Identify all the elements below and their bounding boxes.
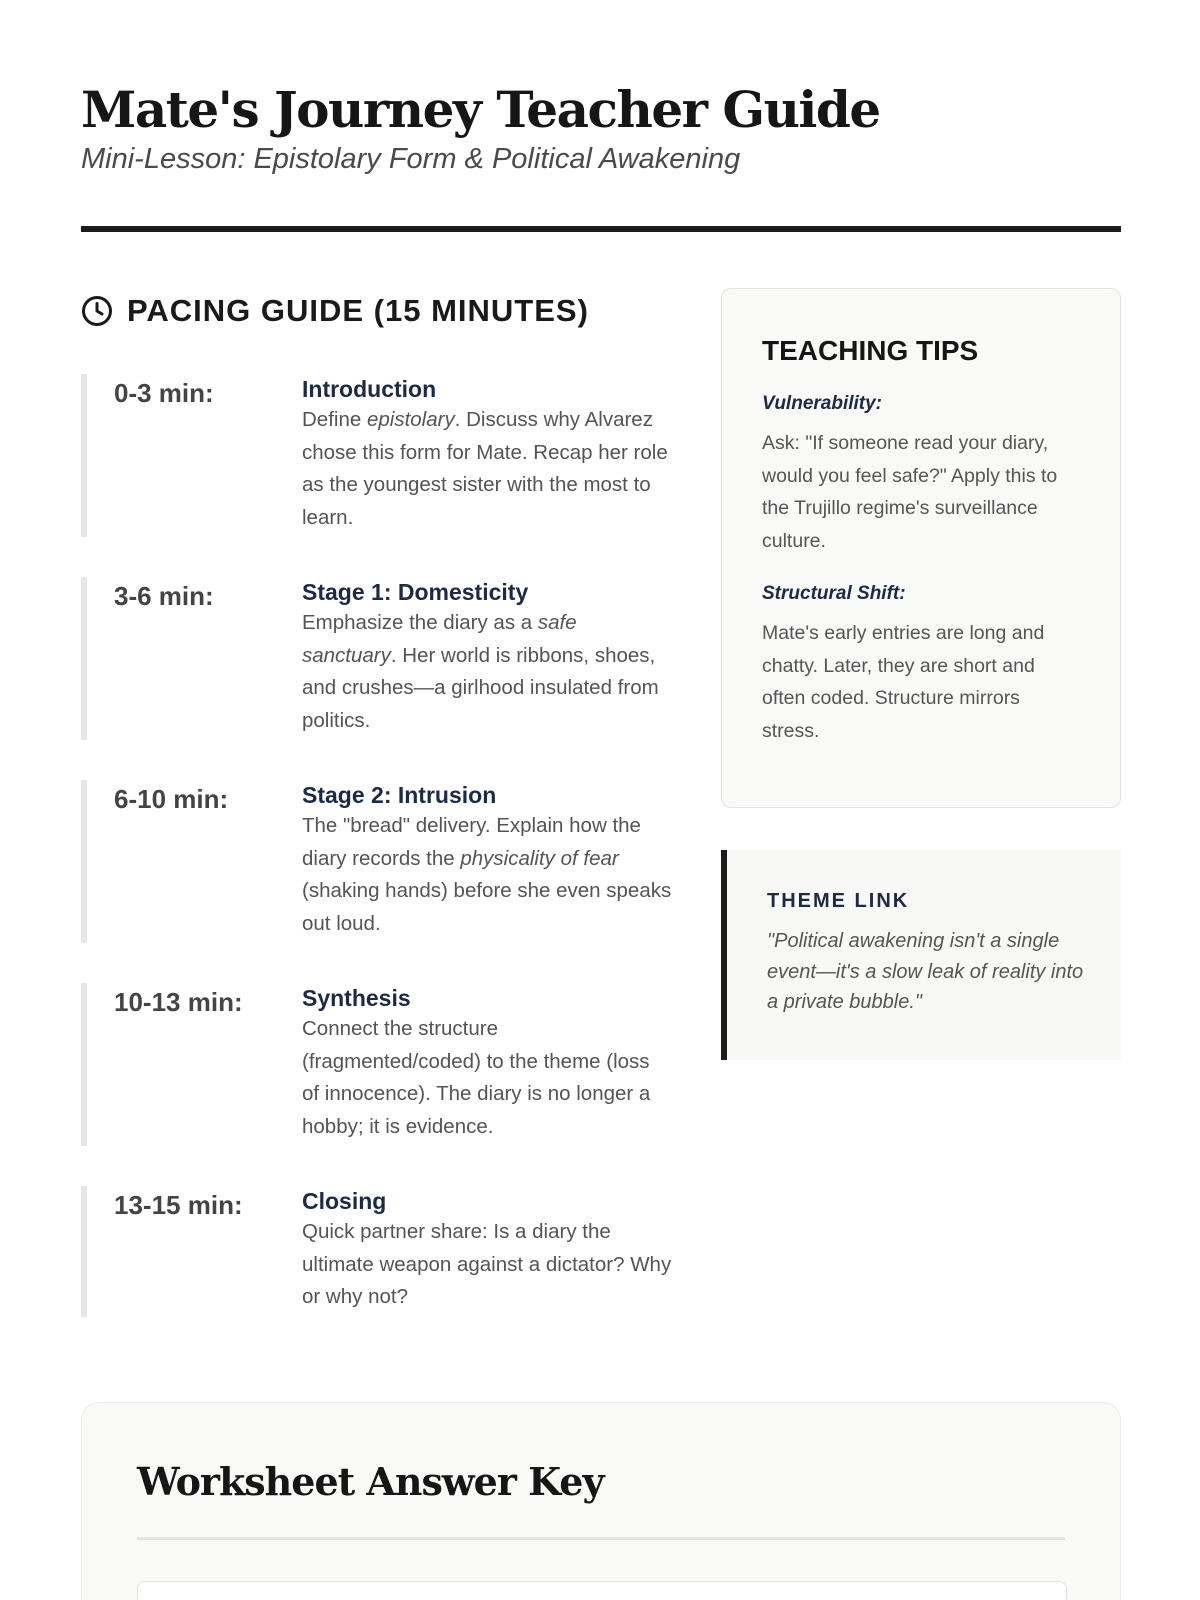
pacing-title: PACING GUIDE (15 MINUTES) <box>127 293 589 328</box>
desc-text: Emphasize the diary as a <box>302 611 538 634</box>
pacing-heading <box>81 290 681 332</box>
pacing-block-closing <box>81 1186 687 1317</box>
tip-label-vulnerability: Vulnerability: <box>762 393 883 414</box>
header-divider <box>81 226 1121 232</box>
tip-text-structural-shift: Mate's early entries are long and chatty. Later, they are short and often coded. Structure mirrors stress. <box>762 622 1045 742</box>
desc-text: Define <box>302 408 367 431</box>
pacing-block-intrusion <box>81 780 687 943</box>
desc-text: Connect the structure (fragmented/coded) to the theme (loss of innocence). The diary is no longer a hobby; it is evidence. <box>302 1017 651 1138</box>
block-description <box>302 404 672 534</box>
block-time: 10-13 min: <box>114 987 243 1017</box>
block-content <box>302 1186 672 1314</box>
block-time: 0-3 min: <box>114 378 214 408</box>
block-description <box>302 607 672 737</box>
desc-emphasis: physicality of fear <box>460 846 619 870</box>
teaching-tips-title: TEACHING TIPS <box>762 335 979 366</box>
block-time: 13-15 min: <box>114 1190 243 1220</box>
tip-label-structural-shift: Structural Shift: <box>762 583 906 604</box>
pacing-block-synthesis <box>81 983 687 1146</box>
block-title: Stage 2: Intrusion <box>302 782 497 808</box>
worksheet-answer-panel <box>137 1581 1067 1600</box>
block-time: 3-6 min: <box>114 581 214 611</box>
clock-icon <box>81 295 113 327</box>
desc-text: (shaking hands) before she even speaks out loud. <box>302 879 672 935</box>
block-description <box>302 1013 672 1143</box>
block-content <box>302 983 672 1143</box>
theme-link-label: THEME LINK <box>767 890 910 912</box>
pacing-guide <box>81 290 681 1308</box>
block-title: Stage 1: Domesticity <box>302 579 529 605</box>
header <box>81 80 1121 176</box>
block-content <box>302 780 672 940</box>
worksheet-divider <box>137 1537 1065 1540</box>
desc-text: . Discuss why Alvarez chose this form for Mate. Recap her role as the youngest sister with the most to learn. <box>302 408 668 529</box>
teaching-tips-card <box>721 288 1121 808</box>
block-content <box>302 374 672 534</box>
theme-link-quote: "Political awakening isn't a single event—it's a slow leak of reality into a private bubble." <box>767 930 1084 1013</box>
desc-text: The "bread" delivery. Explain how the diary records the <box>302 814 641 870</box>
theme-link-callout <box>721 850 1121 1060</box>
block-time: 6-10 min: <box>114 784 229 814</box>
block-description <box>302 810 672 940</box>
desc-text: . Her world is ribbons, shoes, and crushes—a girlhood insulated from politics. <box>302 643 659 732</box>
desc-text: Quick partner share: Is a diary the ultimate weapon against a dictator? Why or why not? <box>302 1220 672 1308</box>
worksheet-title: Worksheet Answer Key <box>137 1459 604 1504</box>
pacing-block-domesticity <box>81 577 687 740</box>
page-title: Mate's Journey Teacher Guide <box>81 80 880 139</box>
block-title: Closing <box>302 1188 387 1214</box>
pacing-block-introduction <box>81 374 687 537</box>
block-title: Introduction <box>302 376 437 402</box>
block-description <box>302 1216 672 1314</box>
desc-emphasis: safe sanctuary <box>302 611 577 667</box>
tip-text-vulnerability: Ask: "If someone read your diary, would you feel safe?" Apply this to the Trujillo regime's surveillance culture. <box>762 432 1058 552</box>
page-subtitle: Mini-Lesson: Epistolary Form & Political Awakening <box>81 143 741 175</box>
block-title: Synthesis <box>302 985 411 1011</box>
worksheet-answer-key <box>81 1402 1121 1600</box>
desc-emphasis: epistolary <box>366 408 455 431</box>
block-content <box>302 577 672 737</box>
